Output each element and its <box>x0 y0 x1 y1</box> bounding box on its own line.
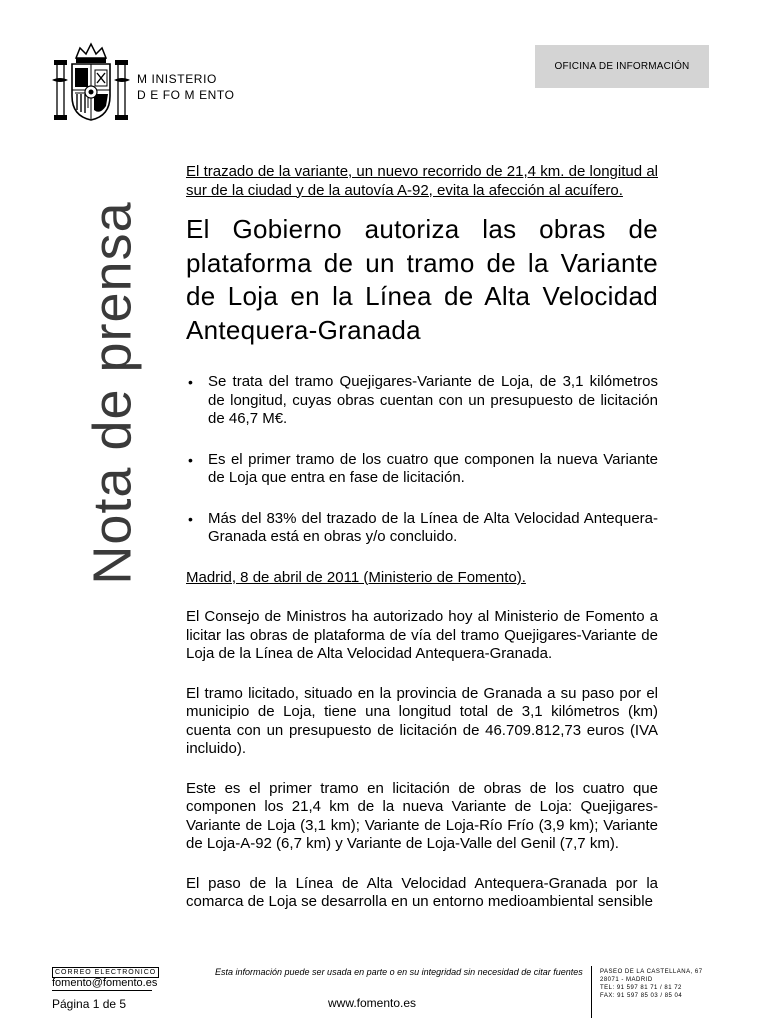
footer-divider <box>52 990 152 991</box>
paragraph: El tramo licitado, situado en la provincia de Granada a su paso por el municipio de Loja, tiene una longitud total de 3,1 kilómetros (km) cuenta con un presupuesto de licitación de 46.709.812,73 euros (IVA incluido). <box>186 684 658 757</box>
highlight-item <box>186 451 658 488</box>
ministry-name <box>137 71 235 103</box>
ministry-line-2: D E FO M ENTO <box>137 88 235 102</box>
highlight-text: Es el primer tramo de los cuatro que componen la nueva Variante de Loja que entra en fase de licitación. <box>208 450 658 486</box>
article-subtitle: El trazado de la variante, un nuevo recorrido de 21,4 km. de longitud al sur de la ciudad y de la autovía A-92, evita la afección al acuífero. <box>186 163 658 199</box>
highlight-item <box>186 373 658 429</box>
coat-of-arms-logo <box>50 40 132 124</box>
website-link[interactable]: www.fomento.es <box>328 996 417 1010</box>
address-line: 28071 - MADRID <box>600 977 653 983</box>
bullet-icon: • <box>188 510 193 527</box>
paragraph: El paso de la Línea de Alta Velocidad Antequera-Granada por la comarca de Loja se desarrolla en un entorno medioambiental sensible <box>186 874 658 910</box>
side-title-text: Nota de prensa <box>83 200 143 585</box>
fax-line: FAX: 91 597 85 03 / 85 04 <box>600 993 683 999</box>
address-block <box>600 968 703 1000</box>
paragraph: El Consejo de Ministros ha autorizado hoy al Ministerio de Fomento a licitar las obras de plataforma de vía del tramo Quejigares-Variante de Loja de la Línea de Alta Velocidad Antequera-Granada. <box>186 608 658 662</box>
article-body <box>186 163 658 912</box>
ministry-line-1: M INISTERIO <box>137 72 217 86</box>
bullet-icon: • <box>188 451 193 468</box>
footer-vertical-divider <box>591 966 592 1018</box>
usage-notice: Esta información puede ser usada en parte o en su integridad sin necesidad de citar fuentes <box>215 967 583 977</box>
highlight-item <box>186 510 658 547</box>
office-label-box <box>535 45 709 88</box>
paragraph: Este es el primer tramo en licitación de obras de los cuatro que componen los 21,4 km de la nueva Variante de Loja: Quejigares-Variante de Loja (3,1 km); Variante de Loja-Río Frío (3,9 km); Variante de Loja-A-92 (6,7 km) y Variante de Loja-Valle del Genil (7,7 km). <box>186 779 658 852</box>
page-number: Página 1 de 5 <box>52 997 127 1011</box>
phone-line: TEL: 91 597 81 71 / 81 72 <box>600 985 682 991</box>
highlight-text: Se trata del tramo Quejigares-Variante de Loja, de 3,1 kilómetros de longitud, cuyas obras cuentan con un presupuesto de licitación de 46,7 M€. <box>208 373 658 427</box>
highlight-text: Más del 83% del trazado de la Línea de Alta Velocidad Antequera-Granada está en obras y/o concluido. <box>208 509 658 545</box>
article-headline: El Gobierno autoriza las obras de plataforma de un tramo de la Variante de Loja en la Línea de Alta Velocidad Antequera-Granada <box>186 214 658 345</box>
address-line: PASEO DE LA CASTELLANA, 67 <box>600 969 703 975</box>
office-label: OFICINA DE INFORMACIÓN <box>554 61 690 72</box>
dateline: Madrid, 8 de abril de 2011 (Ministerio de Fomento). <box>186 568 526 586</box>
email-link[interactable]: fomento@fomento.es <box>52 977 158 989</box>
email-label: CORREO ELECTRÓNICO <box>52 967 159 978</box>
bullet-icon: • <box>188 374 193 390</box>
side-title <box>84 200 142 585</box>
highlights-list <box>186 373 658 547</box>
